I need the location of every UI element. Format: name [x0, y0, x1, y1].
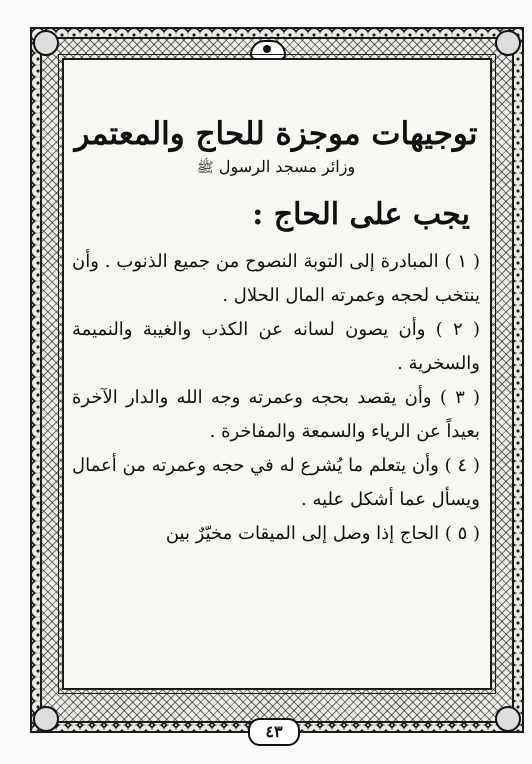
- corner-ornament-icon: [33, 30, 59, 56]
- paragraph-item: [72, 449, 480, 517]
- item-number: ( ٤ ): [444, 455, 480, 476]
- paragraph-item: [72, 517, 480, 551]
- page-content: [72, 66, 480, 686]
- item-number: ( ٣ ): [439, 387, 481, 408]
- subtitle-text: وزائر مسجد الرسول: [218, 157, 356, 176]
- section-heading: يجب على الحاج :: [252, 197, 470, 232]
- paragraph-item: [72, 381, 480, 449]
- item-number: ( ٢ ): [435, 319, 480, 340]
- top-ornament-icon: [250, 40, 286, 60]
- item-number: ( ٥ ): [444, 523, 480, 544]
- item-text: وأن يتعلم ما يُشرع له في حجه وعمرته من أعمال ويسأل عما أشكل عليه .: [72, 455, 480, 510]
- paragraph-item: [72, 245, 480, 313]
- corner-ornament-icon: [495, 706, 521, 732]
- item-number: ( ١ ): [444, 251, 480, 272]
- honorific-symbol: ﷺ: [196, 160, 214, 176]
- corner-ornament-icon: [33, 706, 59, 732]
- item-text: المبادرة إلى التوبة النصوح من جميع الذنوب . وأن ينتخب لحجه وعمرته المال الحلال .: [72, 251, 480, 306]
- item-text: وأن يصون لسانه عن الكذب والغيبة والنميمة والسخرية .: [72, 319, 480, 374]
- corner-ornament-icon: [495, 30, 521, 56]
- paragraph-item: [72, 313, 480, 381]
- item-text: الحاج إذا وصل إلى الميقات مخيّرٌ بين: [165, 523, 440, 544]
- page-number: ٤٣: [248, 718, 300, 746]
- page-subtitle: [72, 156, 480, 179]
- page-title: توجيهات موجزة للحاج والمعتمر: [74, 116, 478, 152]
- item-text: وأن يقصد بحجه وعمرته وجه الله والدار الآخرة بعيداً عن الرياء والسمعة والمفاخرة .: [72, 387, 480, 442]
